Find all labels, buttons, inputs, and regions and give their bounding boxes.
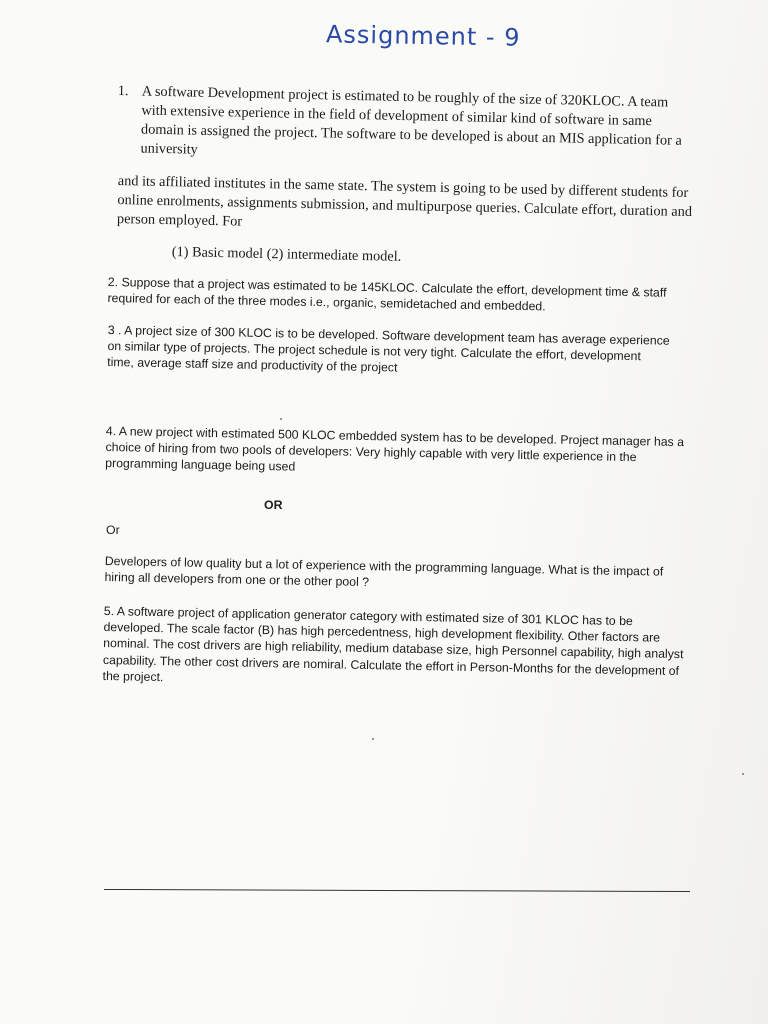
question-3: 3 . A project size of 300 KLOC is to be developed. Software development team has average experience on similar type of projects. The project schedule is not very tight. Calculate the effort, development time, average staff size and productivity of the project	[107, 322, 670, 376]
question-1-options: (1) Basic model (2) intermediate model.	[171, 243, 402, 265]
or-separator: Or	[106, 523, 120, 537]
question-5: 5. A software project of application generator category with estimated size of 301 KLOC has to be developed. The scale factor (B) has high percedentness, high development flexibility. Other factors are nominal. The cost drivers are high reliability, medium database size, high Personnel capability, high analyst capability. The other cost drivers are nomiral. Calculate the effort in Person-Months for the development of the project.	[102, 603, 684, 685]
paper-speck	[372, 738, 374, 740]
question-1-number: 1.	[117, 82, 129, 100]
question-4-alternative: Developers of low quality but a lot of experience with the programming language. What is the impact of hiring all developers from one or the other pool ?	[104, 553, 664, 590]
question-1-continuation: and its affiliated institutes in the same state. The system is going to be used by different students for online enrolments, assignments submission, and multipurpose queries. Calculate effort, duration and person employed. For	[116, 172, 693, 230]
question-1-text: A software Development project is estimated to be roughly of the size of 320KLOC. A team with extensive experience in the field of development of similar kind of software in same domain is assigned the project. The software to be developed is about an MIS application for a university	[140, 83, 682, 158]
question-4: 4. A new project with estimated 500 KLOC embedded system has to be developed. Project manager has a choice of hiring from two pools of developers: Very highly capable with very little experience in the programming language being used	[105, 423, 685, 475]
question-1	[116, 82, 695, 170]
paper-speck	[280, 418, 282, 420]
question-2: 2. Suppose that a project was estimated to be 145KLOC. Calculate the effort, development time & staff required for each of the three modes i.e., organic, semidetached and embedded.	[107, 274, 667, 314]
or-separator-bold: OR	[264, 498, 283, 512]
bottom-rule-line	[104, 889, 690, 892]
paper-speck	[742, 773, 744, 775]
handwritten-title: Assignment - 9	[325, 20, 521, 52]
